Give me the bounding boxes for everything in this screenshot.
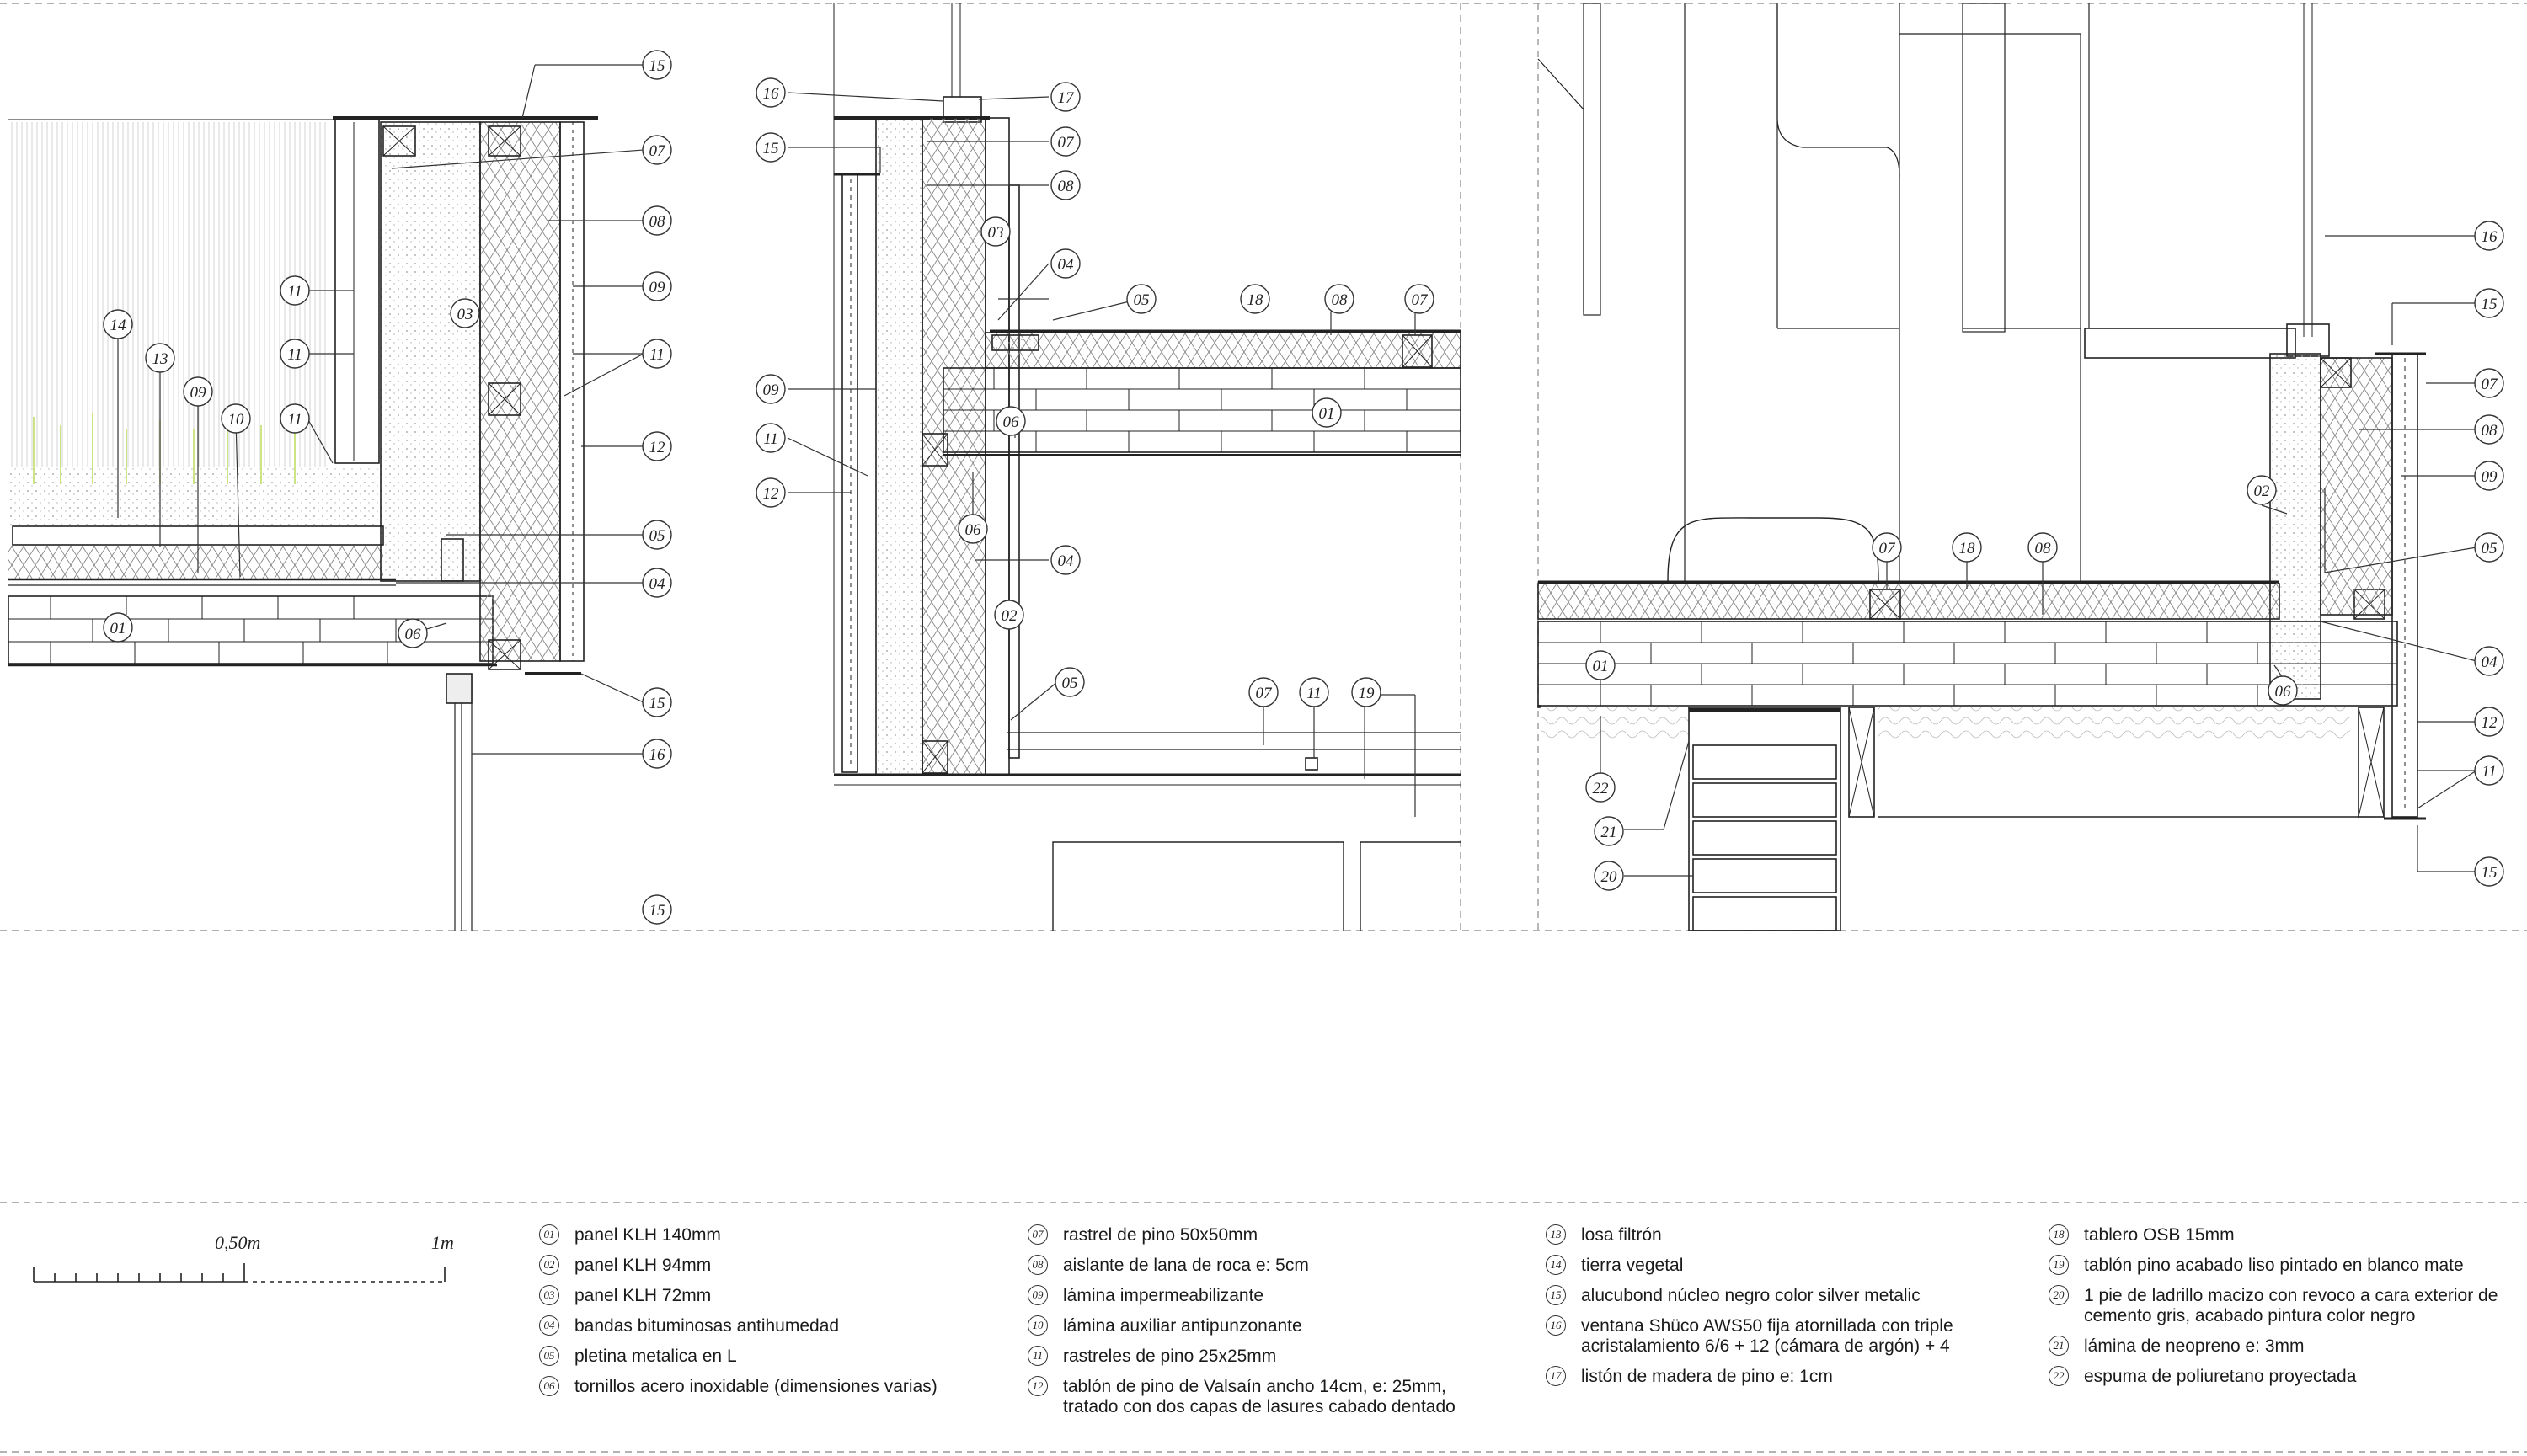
legend-item-15	[1546, 1286, 2017, 1306]
legend-text: 1 pie de ladrillo macizo con revoco a cara exterior de cemento gris, acabado pintura color negro	[2084, 1286, 2498, 1325]
callout-middle-19	[1352, 678, 1381, 707]
detail-middle-wall-floor	[834, 3, 1461, 931]
legend-code-badge: 19	[2049, 1255, 2069, 1275]
svg-text:04: 04	[2481, 653, 2498, 671]
legend-text: panel KLH 140mm	[574, 1225, 721, 1245]
callout-left-04	[643, 568, 671, 597]
svg-text:11: 11	[287, 283, 302, 301]
callout-right-15	[2475, 857, 2503, 886]
svg-text:10: 10	[227, 411, 244, 429]
legend-item-04	[539, 1316, 1011, 1336]
svg-text:21: 21	[1600, 824, 1617, 841]
legend-item-03	[539, 1286, 1011, 1306]
svg-text:05: 05	[649, 527, 665, 545]
legend-item-19	[2049, 1256, 2520, 1276]
svg-text:16: 16	[649, 746, 665, 764]
callout-left-11	[280, 339, 309, 368]
svg-text:16: 16	[762, 85, 779, 103]
svg-text:15: 15	[2481, 864, 2498, 882]
legend-code-badge: 22	[2049, 1366, 2069, 1386]
callout-middle-07	[1249, 678, 1278, 707]
callout-right-08	[2028, 533, 2057, 562]
legend-code-badge: 14	[1546, 1255, 1566, 1275]
svg-text:04: 04	[1057, 552, 1074, 570]
legend-code-badge: 09	[1028, 1285, 1048, 1305]
svg-text:01: 01	[1318, 405, 1335, 423]
legend-item-22	[2049, 1367, 2520, 1387]
detail-left-roof-parapet	[8, 118, 598, 931]
legend-item-20	[2049, 1286, 2520, 1326]
legend-item-16	[1546, 1316, 2017, 1357]
callout-left-13	[146, 344, 174, 372]
callout-left-16	[643, 739, 671, 768]
svg-text:09: 09	[762, 381, 779, 399]
callout-middle-07	[1051, 127, 1080, 156]
callout-left-11	[280, 404, 309, 433]
legend-text: aislante de lana de roca e: 5cm	[1063, 1256, 1309, 1275]
svg-text:06: 06	[1002, 413, 1019, 431]
callout-left-08	[643, 206, 671, 235]
legend-item-02	[539, 1256, 1011, 1276]
legend-text: alucubond núcleo negro color silver metalic	[1581, 1286, 1921, 1305]
svg-text:08: 08	[2034, 540, 2051, 557]
svg-text:03: 03	[987, 224, 1004, 242]
legend-item-07	[1028, 1225, 1499, 1245]
callout-right-11	[2475, 756, 2503, 785]
legend-text: pletina metalica en L	[574, 1347, 737, 1366]
svg-text:09: 09	[190, 384, 206, 402]
svg-text:13: 13	[152, 350, 168, 368]
legend-code-badge: 18	[2049, 1224, 2069, 1245]
svg-text:11: 11	[1306, 685, 1322, 702]
svg-text:01: 01	[110, 620, 126, 637]
callout-left-12	[643, 432, 671, 461]
svg-text:03: 03	[457, 306, 473, 323]
svg-text:18: 18	[1958, 540, 1975, 557]
legend-column-3	[1546, 1225, 2017, 1397]
legend-code-badge: 17	[1546, 1366, 1566, 1386]
svg-text:16: 16	[2481, 228, 2498, 246]
callout-middle-06	[959, 515, 987, 543]
legend-item-17	[1546, 1367, 2017, 1387]
callout-middle-01	[1312, 398, 1341, 427]
callout-middle-03	[981, 217, 1010, 246]
svg-text:05: 05	[2481, 540, 2498, 557]
legend-code-badge: 10	[1028, 1315, 1048, 1336]
callout-right-08	[2475, 415, 2503, 444]
scale-label-half: 0,50m	[215, 1232, 261, 1253]
callout-right-04	[2475, 647, 2503, 675]
callout-middle-09	[756, 375, 785, 403]
callout-left-14	[104, 310, 132, 339]
callout-left-01	[104, 613, 132, 642]
callout-middle-02	[995, 600, 1023, 629]
legend-text: tierra vegetal	[1581, 1256, 1684, 1275]
legend-code-badge: 06	[539, 1376, 559, 1396]
callout-right-18	[1953, 533, 1981, 562]
svg-text:09: 09	[649, 279, 665, 296]
callout-right-16	[2475, 221, 2503, 250]
legend-column-4	[2049, 1225, 2520, 1397]
legend-code-badge: 20	[2049, 1285, 2069, 1305]
legend-item-12	[1028, 1377, 1499, 1417]
callout-middle-12	[756, 478, 785, 507]
legend-item-13	[1546, 1225, 2017, 1245]
legend-text: rastrel de pino 50x50mm	[1063, 1225, 1258, 1245]
svg-text:12: 12	[649, 439, 665, 456]
callout-right-07	[2475, 369, 2503, 397]
legend-column-2	[1028, 1225, 1499, 1427]
legend-code-badge: 02	[539, 1255, 559, 1275]
legend-code-badge: 05	[539, 1346, 559, 1366]
legend-item-01	[539, 1225, 1011, 1245]
svg-text:02: 02	[1001, 607, 1018, 625]
legend-item-06	[539, 1377, 1011, 1397]
svg-text:07: 07	[1255, 685, 1272, 702]
callout-middle-17	[1051, 83, 1080, 111]
svg-text:11: 11	[649, 346, 665, 364]
legend-text: panel KLH 72mm	[574, 1286, 712, 1305]
legend-item-21	[2049, 1336, 2520, 1357]
svg-text:07: 07	[1411, 291, 1428, 309]
callout-middle-11	[1300, 678, 1328, 707]
svg-text:22: 22	[1592, 780, 1609, 797]
legend-item-14	[1546, 1256, 2017, 1276]
legend-text: tablero OSB 15mm	[2084, 1225, 2235, 1245]
legend-code-badge: 13	[1546, 1224, 1566, 1245]
svg-text:15: 15	[649, 695, 665, 712]
svg-text:15: 15	[2481, 296, 2498, 313]
svg-text:07: 07	[1057, 134, 1074, 152]
callout-left-03	[451, 299, 479, 328]
svg-text:11: 11	[763, 430, 778, 448]
callout-middle-08	[1051, 171, 1080, 200]
svg-text:12: 12	[762, 485, 779, 503]
legend-text: lámina impermeabilizante	[1063, 1286, 1264, 1305]
callout-middle-07	[1405, 285, 1434, 313]
legend-text: listón de madera de pino e: 1cm	[1581, 1367, 1833, 1386]
svg-text:14: 14	[110, 317, 126, 334]
legend	[0, 1225, 2527, 1444]
legend-code-badge: 11	[1028, 1346, 1048, 1366]
callout-left-15	[643, 51, 671, 79]
legend-item-10	[1028, 1316, 1499, 1336]
svg-text:18: 18	[1247, 291, 1264, 309]
legend-code-badge: 16	[1546, 1315, 1566, 1336]
legend-code-badge: 15	[1546, 1285, 1566, 1305]
callout-middle-04	[1051, 249, 1080, 278]
svg-text:08: 08	[2481, 422, 2498, 440]
svg-text:06: 06	[2274, 683, 2291, 701]
svg-text:08: 08	[1057, 178, 1074, 195]
callout-left-05	[643, 520, 671, 549]
legend-code-badge: 21	[2049, 1336, 2069, 1356]
svg-text:06: 06	[404, 626, 421, 643]
svg-text:19: 19	[1358, 685, 1375, 702]
callout-right-15	[2475, 289, 2503, 317]
callout-left-11	[643, 339, 671, 368]
callout-right-06	[2268, 676, 2297, 705]
callout-middle-05	[1055, 668, 1084, 696]
callout-left-15	[643, 895, 671, 924]
callout-left-09	[184, 377, 212, 406]
svg-text:11: 11	[2482, 763, 2497, 781]
legend-code-badge: 07	[1028, 1224, 1048, 1245]
svg-text:17: 17	[1057, 89, 1074, 107]
legend-item-08	[1028, 1256, 1499, 1276]
svg-text:07: 07	[2481, 376, 2498, 393]
svg-text:02: 02	[2253, 483, 2270, 500]
legend-code-badge: 03	[539, 1285, 559, 1305]
legend-column-1	[539, 1225, 1011, 1407]
svg-text:15: 15	[649, 57, 665, 75]
legend-code-badge: 08	[1028, 1255, 1048, 1275]
legend-text: ventana Shüco AWS50 fija atornillada con triple acristalamiento 6/6 + 12 (cámara de argón) + 4	[1581, 1316, 1953, 1356]
detail-right-wall-foundation	[1538, 3, 2426, 931]
callout-right-12	[2475, 707, 2503, 736]
callout-right-01	[1586, 651, 1615, 680]
svg-text:04: 04	[1057, 256, 1074, 274]
callout-left-15	[643, 688, 671, 717]
svg-text:15: 15	[762, 140, 779, 157]
callout-left-06	[398, 619, 427, 648]
svg-text:20: 20	[1600, 868, 1617, 886]
svg-text:11: 11	[287, 411, 302, 429]
legend-text: rastreles de pino 25x25mm	[1063, 1347, 1277, 1366]
callout-middle-04	[1051, 546, 1080, 574]
legend-text: panel KLH 94mm	[574, 1256, 712, 1275]
legend-text: lámina de neopreno e: 3mm	[2084, 1336, 2305, 1356]
svg-text:12: 12	[2481, 714, 2498, 732]
legend-text: tablón de pino de Valsaín ancho 14cm, e: 25mm, tratado con dos capas de lasures cabado dentado	[1063, 1377, 1456, 1416]
callout-middle-05	[1127, 285, 1156, 313]
legend-text: lámina auxiliar antipunzonante	[1063, 1316, 1302, 1336]
callout-middle-11	[756, 424, 785, 452]
legend-code-badge: 04	[539, 1315, 559, 1336]
svg-text:09: 09	[2481, 468, 2498, 486]
callout-middle-15	[756, 133, 785, 162]
svg-text:05: 05	[1133, 291, 1150, 309]
svg-text:04: 04	[649, 575, 665, 593]
legend-item-09	[1028, 1286, 1499, 1306]
callout-middle-06	[996, 407, 1025, 435]
svg-text:07: 07	[1878, 540, 1895, 557]
callout-middle-16	[756, 78, 785, 107]
svg-text:07: 07	[649, 142, 665, 160]
callout-right-09	[2475, 461, 2503, 490]
svg-text:08: 08	[1331, 291, 1348, 309]
callout-middle-08	[1325, 285, 1354, 313]
svg-text:06: 06	[964, 521, 981, 539]
callout-right-05	[2475, 533, 2503, 562]
svg-text:05: 05	[1061, 675, 1078, 692]
svg-text:08: 08	[649, 213, 665, 231]
callout-right-22	[1586, 773, 1615, 802]
svg-text:11: 11	[287, 346, 302, 364]
callout-middle-18	[1241, 285, 1269, 313]
callout-left-11	[280, 276, 309, 305]
callout-right-21	[1595, 817, 1623, 845]
legend-code-badge: 12	[1028, 1376, 1048, 1396]
legend-item-11	[1028, 1347, 1499, 1367]
callout-left-10	[222, 404, 250, 433]
legend-code-badge: 01	[539, 1224, 559, 1245]
legend-item-05	[539, 1347, 1011, 1367]
callout-left-09	[643, 272, 671, 301]
legend-text: espuma de poliuretano proyectada	[2084, 1367, 2357, 1386]
legend-text: tornillos acero inoxidable (dimensiones varias)	[574, 1377, 938, 1396]
callout-right-02	[2247, 476, 2276, 504]
legend-item-18	[2049, 1225, 2520, 1245]
svg-text:15: 15	[649, 902, 665, 920]
legend-text: tablón pino acabado liso pintado en blanco mate	[2084, 1256, 2464, 1275]
scale-label-full: 1m	[431, 1232, 454, 1253]
svg-text:01: 01	[1592, 658, 1609, 675]
legend-text: losa filtrón	[1581, 1225, 1662, 1245]
callout-left-07	[643, 136, 671, 164]
legend-text: bandas bituminosas antihumedad	[574, 1316, 840, 1336]
callout-right-07	[1873, 533, 1901, 562]
callout-right-20	[1595, 861, 1623, 890]
